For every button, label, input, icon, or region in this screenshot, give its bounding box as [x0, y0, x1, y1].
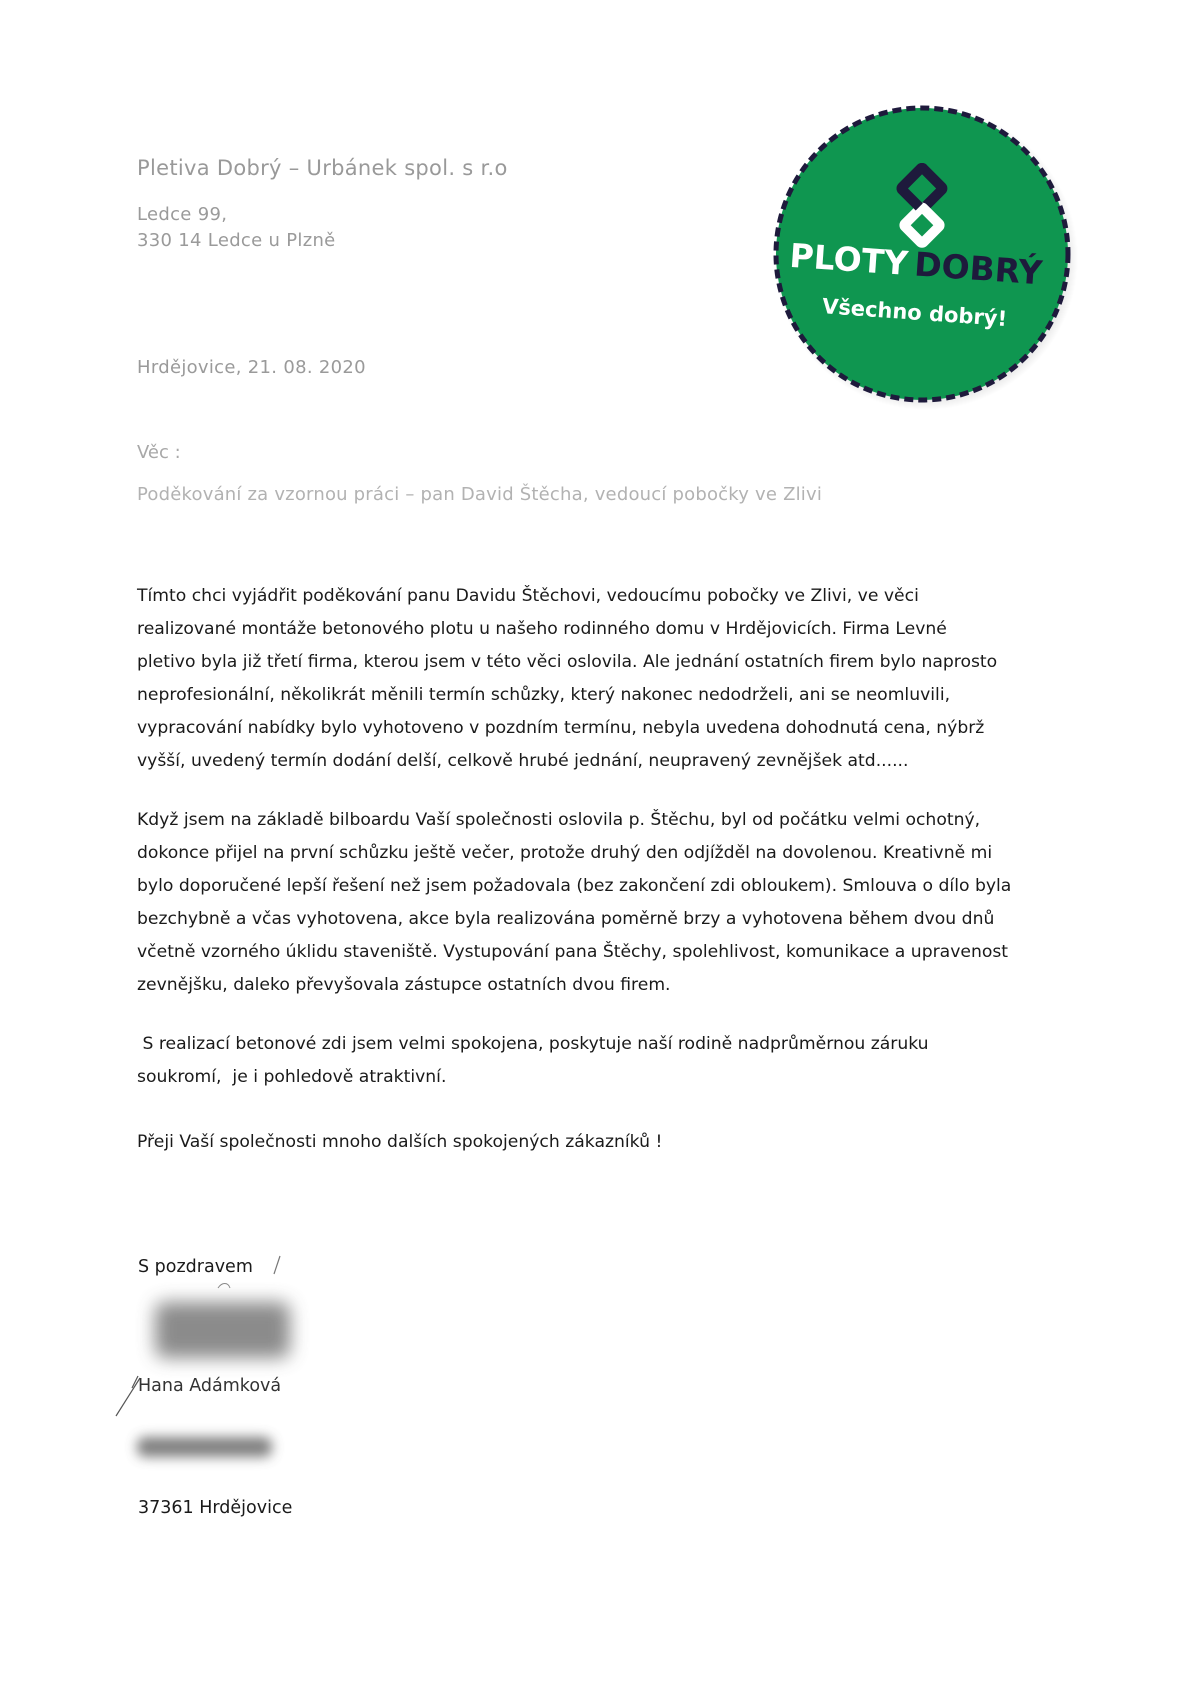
- logo-brand-word1: PLOTY: [788, 235, 910, 283]
- paragraph-line: dokonce přijel na první schůzku ještě večer, protože druhý den odjížděl na dovolenou. Kreativně mi: [137, 843, 993, 863]
- paragraph-line: soukromí, je i pohledově atraktivní.: [137, 1067, 447, 1087]
- closing-greeting: S pozdravem: [138, 1257, 253, 1277]
- recipient-company: Pletiva Dobrý – Urbánek spol. s r.o: [137, 156, 508, 180]
- sender-name: Hana Adámková: [138, 1376, 282, 1396]
- paragraph-line: pletivo byla již třetí firma, kterou jsem v této věci oslovila. Ale jednání ostatních firem bylo naprosto: [137, 652, 998, 672]
- body-paragraph-4: [137, 1126, 1077, 1159]
- recipient-address-line2: 330 14 Ledce u Plzně: [137, 230, 336, 251]
- body-paragraph-1: [137, 580, 1077, 778]
- paragraph-line: realizované montáže betonového plotu u našeho rodinného domu v Hrdějovicích. Firma Levné: [137, 619, 947, 639]
- ploty-dobry-logo: [768, 100, 1078, 410]
- sender-street-blurred: [137, 1437, 272, 1457]
- place-and-date: Hrdějovice, 21. 08. 2020: [137, 357, 366, 378]
- paragraph-line: zevnějšku, daleko převyšovala zástupce ostatních dvou firem.: [137, 975, 671, 995]
- recipient-address-line1: Ledce 99,: [137, 204, 228, 225]
- paragraph-line: včetně vzorného úklidu staveniště. Vystupování pana Štěchy, spolehlivost, komunikace a upravenost: [137, 942, 1009, 962]
- paragraph-line: Přeji Vaší společnosti mnoho dalších spokojených zákazníků !: [137, 1132, 663, 1152]
- paragraph-line: Když jsem na základě bilboardu Vaší společnosti oslovila p. Štěchu, byl od počátku velmi ochotný,: [137, 810, 981, 830]
- logo-brand-word2: DOBRÝ: [913, 244, 1044, 293]
- body-paragraph-2: [137, 804, 1077, 1002]
- logo-slogan: Všechno dobrý!: [821, 294, 1008, 332]
- paragraph-line: vyšší, uvedený termín dodání delší, celkově hrubé jednání, neupravený zevnějšek atd......: [137, 751, 909, 771]
- subject-label: Věc :: [137, 442, 181, 463]
- body-paragraph-3: [137, 1028, 1077, 1094]
- paragraph-line: Tímto chci vyjádřit poděkování panu Davidu Štěchovi, vedoucímu pobočky ve Zlivi, ve věci: [137, 586, 919, 606]
- paragraph-line: neprofesionální, několikrát měnili termín schůzky, který nakonec nedodrželi, ani se neomluvili,: [137, 685, 951, 705]
- sender-city: 37361 Hrdějovice: [138, 1498, 293, 1518]
- paragraph-line: S realizací betonové zdi jsem velmi spokojena, poskytuje naší rodině nadprůměrnou záruku: [137, 1034, 929, 1054]
- subject-text: Poděkování za vzornou práci – pan David Štěcha, vedoucí pobočky ve Zlivi: [137, 484, 823, 505]
- paragraph-line: bezchybně a včas vyhotovena, akce byla realizována poměrně brzy a vyhotovena během dvou dnů: [137, 909, 995, 929]
- paragraph-line: vypracování nabídky bylo vyhotoveno v pozdním termínu, nebyla uvedena dohodnutá cena, nýbrž: [137, 718, 985, 738]
- paragraph-line: bylo doporučené lepší řešení než jsem požadovala (bez zakončení zdi obloukem). Smlouva o dílo byla: [137, 876, 1012, 896]
